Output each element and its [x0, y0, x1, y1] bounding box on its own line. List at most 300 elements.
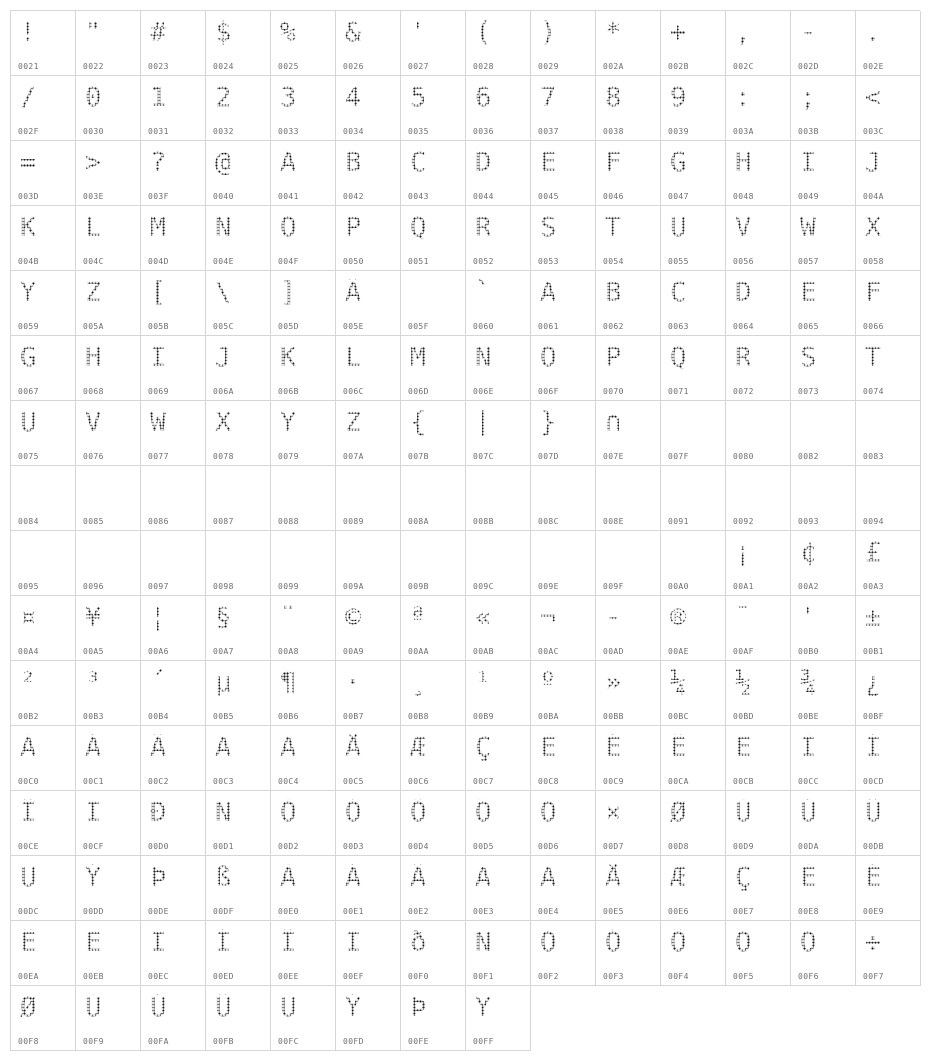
glyph-cell [11, 921, 76, 986]
glyph-preview: V [735, 212, 752, 243]
glyph-cell [271, 76, 336, 141]
glyph-cell [661, 791, 726, 856]
codepoint-label: 00BB [603, 712, 624, 721]
glyph-preview: Â [410, 862, 427, 893]
glyph-cell [596, 531, 661, 596]
codepoint-label: 007D [538, 452, 559, 461]
glyph-cell [401, 856, 466, 921]
glyph-cell [856, 661, 921, 726]
glyph-cell [596, 271, 661, 336]
glyph-cell [76, 466, 141, 531]
codepoint-label: 0031 [148, 127, 169, 136]
codepoint-label: 0068 [83, 387, 104, 396]
codepoint-label: 008B [473, 517, 494, 526]
glyph-preview: B [345, 147, 362, 178]
codepoint-label: 00A6 [148, 647, 169, 656]
glyph-cell [661, 336, 726, 401]
codepoint-label: 00BD [733, 712, 754, 721]
codepoint-label: 00EC [148, 972, 169, 981]
glyph-preview: # [150, 17, 167, 48]
codepoint-label: 00CD [863, 777, 884, 786]
glyph-cell [856, 921, 921, 986]
glyph-cell [856, 466, 921, 531]
codepoint-label: 006A [213, 387, 234, 396]
glyph-preview: 5 [410, 82, 427, 113]
codepoint-label: 0024 [213, 62, 234, 71]
codepoint-label: 00ED [213, 972, 234, 981]
codepoint-label: 0044 [473, 192, 494, 201]
glyph-preview: ³ [85, 667, 102, 698]
codepoint-label: 00B5 [213, 712, 234, 721]
glyph-cell [271, 336, 336, 401]
glyph-cell [726, 271, 791, 336]
glyph-preview: _ [410, 277, 427, 308]
glyph-cell [11, 401, 76, 466]
glyph-preview: Ð [150, 797, 167, 828]
glyph-preview: ! [20, 17, 37, 48]
glyph-preview: ' [800, 602, 817, 633]
glyph-cell [466, 856, 531, 921]
glyph-cell [401, 11, 466, 76]
glyph-cell [856, 856, 921, 921]
glyph-preview: * [605, 17, 622, 48]
glyph-cell [661, 856, 726, 921]
glyph-preview: Ç [475, 732, 492, 763]
glyph-cell [661, 726, 726, 791]
glyph-cell [531, 271, 596, 336]
codepoint-label: 00D3 [343, 842, 364, 851]
glyph-cell [76, 726, 141, 791]
codepoint-label: 0046 [603, 192, 624, 201]
glyph-cell [11, 76, 76, 141]
glyph-preview: 6 [475, 82, 492, 113]
glyph-cell [466, 466, 531, 531]
glyph-preview: À [280, 862, 297, 893]
codepoint-label: 007C [473, 452, 494, 461]
glyph-preview: F [605, 147, 622, 178]
glyph-preview: Õ [735, 927, 752, 958]
codepoint-label: 0027 [408, 62, 429, 71]
glyph-preview: Õ [475, 797, 492, 828]
glyph-preview: © [345, 602, 362, 633]
glyph-preview: Ù [735, 797, 752, 828]
glyph-cell [401, 466, 466, 531]
glyph-preview: A [280, 147, 297, 178]
glyph-cell [791, 206, 856, 271]
codepoint-label: 0096 [83, 582, 104, 591]
codepoint-label: 009A [343, 582, 364, 591]
glyph-cell [141, 466, 206, 531]
codepoint-label: 00EA [18, 972, 39, 981]
glyph-preview: K [280, 342, 297, 373]
glyph-preview: N [215, 212, 232, 243]
glyph-cell [401, 661, 466, 726]
glyph-cell [141, 76, 206, 141]
glyph-cell [141, 921, 206, 986]
codepoint-label: 0067 [18, 387, 39, 396]
glyph-preview: § [215, 602, 232, 633]
glyph-preview: E [800, 277, 817, 308]
glyph-cell [531, 596, 596, 661]
glyph-cell [791, 791, 856, 856]
glyph-cell [11, 141, 76, 206]
glyph-preview: Q [410, 212, 427, 243]
glyph-preview: É [865, 862, 882, 893]
codepoint-label: 00C4 [278, 777, 299, 786]
codepoint-label: 00D1 [213, 842, 234, 851]
codepoint-label: 0056 [733, 257, 754, 266]
glyph-cell [726, 11, 791, 76]
glyph-preview: Á [345, 862, 362, 893]
codepoint-label: 00CA [668, 777, 689, 786]
glyph-preview: T [865, 342, 882, 373]
glyph-cell [141, 141, 206, 206]
glyph-cell [791, 856, 856, 921]
glyph-preview: Ô [670, 927, 687, 958]
codepoint-label: 0038 [603, 127, 624, 136]
codepoint-label: 0043 [408, 192, 429, 201]
codepoint-label: 0045 [538, 192, 559, 201]
glyph-cell [271, 791, 336, 856]
glyph-cell [141, 791, 206, 856]
glyph-preview: C [410, 147, 427, 178]
glyph-preview: U [670, 212, 687, 243]
glyph-cell [661, 206, 726, 271]
codepoint-label: 009F [603, 582, 624, 591]
glyph-preview: Ç [735, 862, 752, 893]
glyph-cell [791, 921, 856, 986]
glyph-preview: Ø [20, 992, 37, 1023]
glyph-grid [10, 10, 920, 1051]
glyph-preview: È [800, 862, 817, 893]
glyph-cell [661, 596, 726, 661]
glyph-cell [531, 336, 596, 401]
glyph-preview: Ã [475, 862, 492, 893]
glyph-cell [531, 791, 596, 856]
glyph-preview: . [865, 17, 882, 48]
glyph-cell [271, 921, 336, 986]
codepoint-label: 00C0 [18, 777, 39, 786]
glyph-preview: × [605, 797, 622, 828]
codepoint-label: 009E [538, 582, 559, 591]
glyph-cell [76, 791, 141, 856]
glyph-cell [141, 531, 206, 596]
glyph-cell [661, 921, 726, 986]
codepoint-label: 009C [473, 582, 494, 591]
glyph-cell [141, 336, 206, 401]
codepoint-label: 002D [798, 62, 819, 71]
glyph-cell [271, 401, 336, 466]
glyph-preview: M [150, 212, 167, 243]
codepoint-label: 0054 [603, 257, 624, 266]
glyph-cell [791, 336, 856, 401]
glyph-preview: F [865, 277, 882, 308]
glyph-preview: Ï [345, 927, 362, 958]
glyph-preview: ð [410, 927, 427, 958]
glyph-cell [336, 271, 401, 336]
codepoint-label: 0093 [798, 517, 819, 526]
glyph-cell [336, 661, 401, 726]
codepoint-label: 003B [798, 127, 819, 136]
codepoint-label: 00D8 [668, 842, 689, 851]
codepoint-label: 00FA [148, 1037, 169, 1046]
glyph-cell [531, 921, 596, 986]
codepoint-label: 00B3 [83, 712, 104, 721]
glyph-preview: J [865, 147, 882, 178]
codepoint-label: 00A7 [213, 647, 234, 656]
glyph-cell [11, 336, 76, 401]
glyph-cell [726, 921, 791, 986]
codepoint-label: 00BA [538, 712, 559, 721]
codepoint-label: 002F [18, 127, 39, 136]
glyph-preview: ² [20, 667, 37, 698]
glyph-cell [76, 206, 141, 271]
codepoint-label: 0048 [733, 192, 754, 201]
codepoint-label: 006F [538, 387, 559, 396]
glyph-cell [531, 531, 596, 596]
glyph-cell [531, 661, 596, 726]
glyph-preview: ` [475, 277, 492, 308]
codepoint-label: 0071 [668, 387, 689, 396]
codepoint-label: 00B1 [863, 647, 884, 656]
glyph-preview: Ú [150, 992, 167, 1023]
glyph-preview: Í [865, 732, 882, 763]
glyph-preview: ¢ [800, 537, 817, 568]
glyph-cell [336, 856, 401, 921]
codepoint-label: 0063 [668, 322, 689, 331]
glyph-preview: { [410, 407, 427, 438]
codepoint-label: 00FF [473, 1037, 494, 1046]
glyph-cell [401, 336, 466, 401]
glyph-preview: G [20, 342, 37, 373]
glyph-cell [856, 726, 921, 791]
glyph-preview: W [150, 407, 167, 438]
glyph-preview: ¿ [865, 667, 882, 698]
glyph-cell [206, 661, 271, 726]
codepoint-label: 00F0 [408, 972, 429, 981]
glyph-cell [271, 661, 336, 726]
codepoint-label: 0066 [863, 322, 884, 331]
glyph-cell [596, 76, 661, 141]
codepoint-label: 0088 [278, 517, 299, 526]
glyph-cell [336, 986, 401, 1051]
codepoint-label: 002E [863, 62, 884, 71]
glyph-preview: Ã [215, 732, 232, 763]
glyph-cell [726, 726, 791, 791]
codepoint-label: 0050 [343, 257, 364, 266]
glyph-preview: µ [215, 667, 232, 698]
glyph-cell [531, 206, 596, 271]
codepoint-label: 00AA [408, 647, 429, 656]
glyph-cell [596, 336, 661, 401]
codepoint-label: 00F7 [863, 972, 884, 981]
glyph-preview: E [540, 147, 557, 178]
glyph-cell [856, 791, 921, 856]
codepoint-label: 0039 [668, 127, 689, 136]
glyph-cell [206, 141, 271, 206]
glyph-cell [271, 531, 336, 596]
glyph-preview: Ñ [475, 927, 492, 958]
glyph-cell [661, 661, 726, 726]
codepoint-label: 0060 [473, 322, 494, 331]
glyph-cell [206, 466, 271, 531]
glyph-cell [466, 336, 531, 401]
codepoint-label: 00A0 [668, 582, 689, 591]
glyph-cell [791, 466, 856, 531]
codepoint-label: 0075 [18, 452, 39, 461]
codepoint-label: 00C9 [603, 777, 624, 786]
glyph-preview: Î [20, 797, 37, 828]
glyph-cell [466, 596, 531, 661]
codepoint-label: 008E [603, 517, 624, 526]
glyph-preview: D [475, 147, 492, 178]
codepoint-label: 007B [408, 452, 429, 461]
codepoint-label: 0073 [798, 387, 819, 396]
codepoint-label: 005A [83, 322, 104, 331]
glyph-preview: D [735, 277, 752, 308]
glyph-cell [336, 726, 401, 791]
codepoint-label: 0034 [343, 127, 364, 136]
glyph-cell [206, 76, 271, 141]
glyph-cell [466, 921, 531, 986]
glyph-preview: ∩ [605, 407, 622, 438]
glyph-cell [856, 206, 921, 271]
glyph-preview: N [475, 342, 492, 373]
codepoint-label: 00F1 [473, 972, 494, 981]
codepoint-label: 00DD [83, 907, 104, 916]
codepoint-label: 0052 [473, 257, 494, 266]
glyph-preview: ® [670, 602, 687, 633]
glyph-preview: Û [215, 992, 232, 1023]
glyph-preview: Ä [280, 732, 297, 763]
glyph-cell [856, 141, 921, 206]
codepoint-label: 00FC [278, 1037, 299, 1046]
codepoint-label: 00E6 [668, 907, 689, 916]
codepoint-label: 00E4 [538, 907, 559, 916]
glyph-cell [661, 271, 726, 336]
glyph-preview: Ù [85, 992, 102, 1023]
glyph-cell [466, 401, 531, 466]
glyph-cell [466, 791, 531, 856]
glyph-cell [726, 141, 791, 206]
glyph-cell [141, 271, 206, 336]
codepoint-label: 002B [668, 62, 689, 71]
glyph-cell [596, 466, 661, 531]
glyph-cell [11, 531, 76, 596]
glyph-cell [271, 596, 336, 661]
glyph-preview: Ñ [215, 797, 232, 828]
codepoint-label: 006C [343, 387, 364, 396]
glyph-preview: @ [215, 147, 232, 178]
glyph-preview: - [605, 602, 622, 633]
codepoint-label: 0091 [668, 517, 689, 526]
glyph-cell [76, 401, 141, 466]
glyph-preview: R [735, 342, 752, 373]
glyph-preview: ' [410, 17, 427, 48]
codepoint-label: 00E2 [408, 907, 429, 916]
codepoint-label: 0072 [733, 387, 754, 396]
codepoint-label: 0064 [733, 322, 754, 331]
codepoint-label: 00E3 [473, 907, 494, 916]
glyph-cell [11, 11, 76, 76]
glyph-cell [726, 336, 791, 401]
glyph-cell [661, 531, 726, 596]
glyph-preview: 9 [670, 82, 687, 113]
codepoint-label: 00FE [408, 1037, 429, 1046]
glyph-preview: Ì [150, 927, 167, 958]
glyph-cell [401, 206, 466, 271]
glyph-cell [206, 596, 271, 661]
glyph-preview: ª [410, 602, 427, 633]
codepoint-label: 00C1 [83, 777, 104, 786]
glyph-preview: / [20, 82, 37, 113]
glyph-preview: " [85, 17, 102, 48]
glyph-preview: S [800, 342, 817, 373]
codepoint-label: 00A8 [278, 647, 299, 656]
codepoint-label: 0026 [343, 62, 364, 71]
glyph-cell [271, 141, 336, 206]
codepoint-label: 00EB [83, 972, 104, 981]
codepoint-label: 0095 [18, 582, 39, 591]
glyph-cell [206, 206, 271, 271]
glyph-cell [791, 726, 856, 791]
codepoint-label: 0094 [863, 517, 884, 526]
glyph-cell [401, 531, 466, 596]
codepoint-label: 0077 [148, 452, 169, 461]
codepoint-label: 00DF [213, 907, 234, 916]
glyph-preview: Ô [410, 797, 427, 828]
glyph-preview: X [865, 212, 882, 243]
glyph-preview: G [670, 147, 687, 178]
glyph-cell [271, 726, 336, 791]
codepoint-label: 00C6 [408, 777, 429, 786]
glyph-preview: Ú [800, 797, 817, 828]
glyph-cell [401, 401, 466, 466]
glyph-cell [11, 466, 76, 531]
codepoint-label: 0082 [798, 452, 819, 461]
glyph-cell [141, 596, 206, 661]
codepoint-label: 008C [538, 517, 559, 526]
codepoint-label: 0079 [278, 452, 299, 461]
glyph-preview: ¡ [735, 537, 752, 568]
codepoint-label: 003C [863, 127, 884, 136]
codepoint-label: 0089 [343, 517, 364, 526]
glyph-preview: Ý [345, 992, 362, 1023]
codepoint-label: 003F [148, 192, 169, 201]
glyph-preview: Ê [670, 732, 687, 763]
glyph-cell [141, 986, 206, 1051]
glyph-preview: Ó [605, 927, 622, 958]
glyph-preview: $ [215, 17, 232, 48]
glyph-preview: , [735, 17, 752, 48]
codepoint-label: 0025 [278, 62, 299, 71]
glyph-cell [271, 986, 336, 1051]
codepoint-label: 00E0 [278, 907, 299, 916]
codepoint-label: 00AE [668, 647, 689, 656]
glyph-preview: Á [85, 732, 102, 763]
glyph-cell [271, 206, 336, 271]
glyph-cell [661, 401, 726, 466]
codepoint-label: 0041 [278, 192, 299, 201]
codepoint-label: 0047 [668, 192, 689, 201]
codepoint-label: 00A5 [83, 647, 104, 656]
glyph-cell [726, 206, 791, 271]
codepoint-label: 0078 [213, 452, 234, 461]
glyph-cell [596, 726, 661, 791]
codepoint-label: 0055 [668, 257, 689, 266]
glyph-cell [76, 986, 141, 1051]
glyph-preview: | [475, 407, 492, 438]
